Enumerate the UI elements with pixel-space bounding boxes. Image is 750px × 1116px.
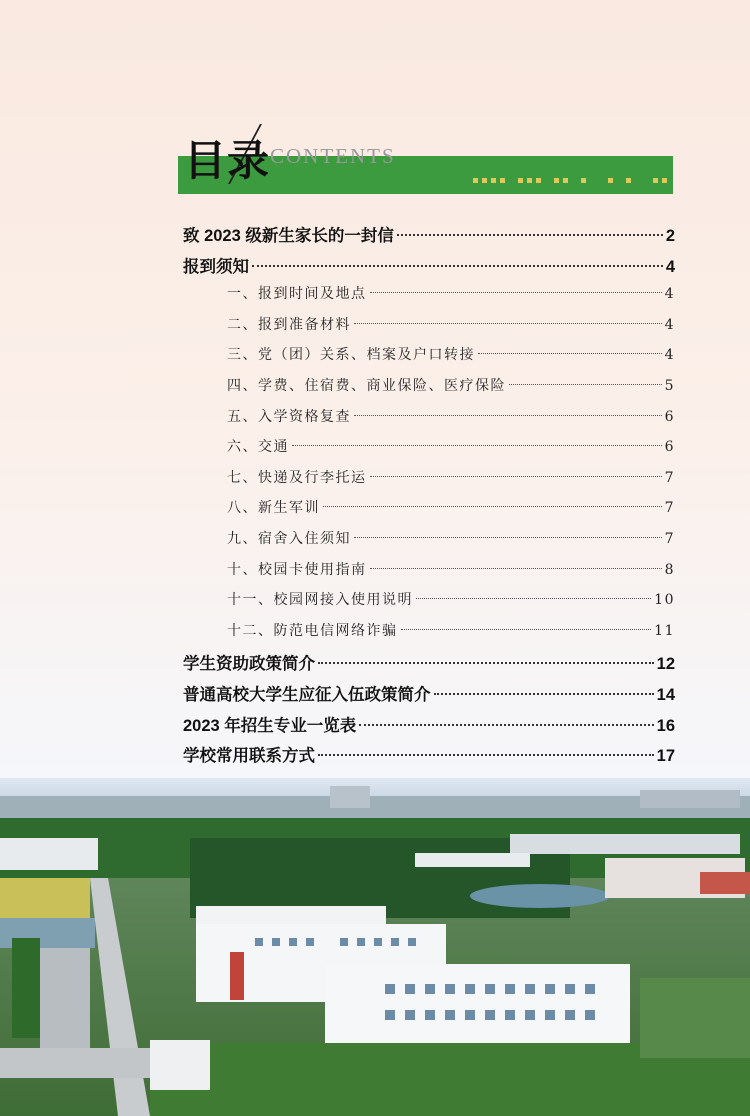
toc-page-number: 5: [664, 377, 675, 394]
toc-subentry[interactable]: [183, 528, 675, 559]
toc-leader-dots: [509, 384, 662, 385]
toc-subentry[interactable]: [183, 589, 675, 620]
toc-entry-label: 十二、防范电信网络诈骗: [227, 622, 398, 639]
toc-subentry[interactable]: [183, 620, 675, 651]
contents-header: [178, 120, 673, 200]
toc-leader-dots: [397, 234, 663, 236]
toc-leader-dots: [416, 598, 651, 599]
toc-page-number: 4: [664, 347, 675, 364]
toc-subentry[interactable]: [183, 497, 675, 528]
toc-entry-label: 八、新生军训: [227, 500, 320, 517]
toc-entry[interactable]: [183, 222, 675, 253]
toc-entry-label: 十、校园卡使用指南: [227, 561, 367, 578]
toc-entry[interactable]: [183, 253, 675, 284]
toc-entry-label: 报到须知: [183, 257, 249, 276]
toc-page-number: 16: [656, 716, 675, 735]
toc-page-number: 7: [664, 500, 675, 517]
toc-page-number: 6: [664, 439, 675, 456]
toc-page-number: 8: [664, 561, 675, 578]
toc-leader-dots: [354, 323, 662, 324]
table-of-contents: [183, 222, 675, 773]
header-dots-decoration: [473, 178, 667, 183]
toc-leader-dots: [252, 265, 663, 267]
campus-aerial-photo: [0, 778, 750, 1116]
toc-leader-dots: [359, 724, 653, 726]
toc-leader-dots: [478, 353, 662, 354]
toc-subentry[interactable]: [183, 436, 675, 467]
toc-leader-dots: [434, 693, 654, 695]
toc-leader-dots: [354, 415, 662, 416]
page-title: 目录: [184, 136, 271, 185]
page-title-en: CONTENTS: [270, 144, 396, 168]
toc-page-number: 14: [656, 685, 675, 704]
toc-page-number: 10: [654, 592, 675, 609]
toc-entry-label: 三、党（团）关系、档案及户口转接: [227, 347, 475, 364]
toc-entry-label: 四、学费、住宿费、商业保险、医疗保险: [227, 377, 506, 394]
toc-entry-label: 普通高校大学生应征入伍政策简介: [183, 685, 431, 704]
toc-subentry[interactable]: [183, 467, 675, 498]
toc-entry-label: 致 2023 级新生家长的一封信: [183, 227, 394, 245]
toc-leader-dots: [318, 662, 654, 664]
toc-page-number: 7: [664, 469, 675, 486]
toc-leader-dots: [370, 292, 662, 293]
toc-entry-label: 二、报到准备材料: [227, 316, 351, 333]
toc-entry[interactable]: [183, 650, 675, 681]
toc-page-number: 7: [664, 530, 675, 547]
toc-leader-dots: [323, 506, 662, 507]
toc-entry-label: 学生资助政策简介: [183, 655, 315, 674]
toc-entry-label: 七、快递及行李托运: [227, 469, 367, 486]
toc-page-number: 4: [664, 286, 675, 303]
toc-entry[interactable]: [183, 742, 675, 773]
toc-entry-label: 九、宿舍入住须知: [227, 530, 351, 547]
toc-entry-label: 六、交通: [227, 439, 289, 456]
toc-leader-dots: [354, 537, 662, 538]
toc-page-number: 4: [664, 316, 675, 333]
toc-page-number: 2: [665, 227, 675, 245]
toc-entry[interactable]: [183, 681, 675, 712]
toc-subentry[interactable]: [183, 314, 675, 345]
toc-subentry[interactable]: [183, 559, 675, 590]
toc-entry[interactable]: [183, 712, 675, 743]
toc-leader-dots: [292, 445, 662, 446]
toc-leader-dots: [370, 476, 662, 477]
toc-entry-label: 学校常用联系方式: [183, 747, 315, 766]
toc-page-number: 6: [664, 408, 675, 425]
toc-entry-label: 2023 年招生专业一览表: [183, 716, 357, 735]
toc-page-number: 12: [656, 655, 675, 674]
toc-page-number: 17: [656, 747, 675, 766]
toc-page-number: 4: [665, 257, 675, 276]
toc-entry-label: 五、入学资格复查: [227, 408, 351, 425]
toc-entry-label: 一、报到时间及地点: [227, 286, 367, 303]
toc-leader-dots: [318, 754, 654, 756]
toc-subentry[interactable]: [183, 406, 675, 437]
toc-page-number: 11: [654, 622, 675, 639]
toc-leader-dots: [370, 568, 662, 569]
toc-leader-dots: [401, 629, 652, 630]
toc-entry-label: 十一、校园网接入使用说明: [227, 592, 413, 609]
toc-subentry[interactable]: [183, 283, 675, 314]
toc-subentry[interactable]: [183, 344, 675, 375]
toc-subentry[interactable]: [183, 375, 675, 406]
